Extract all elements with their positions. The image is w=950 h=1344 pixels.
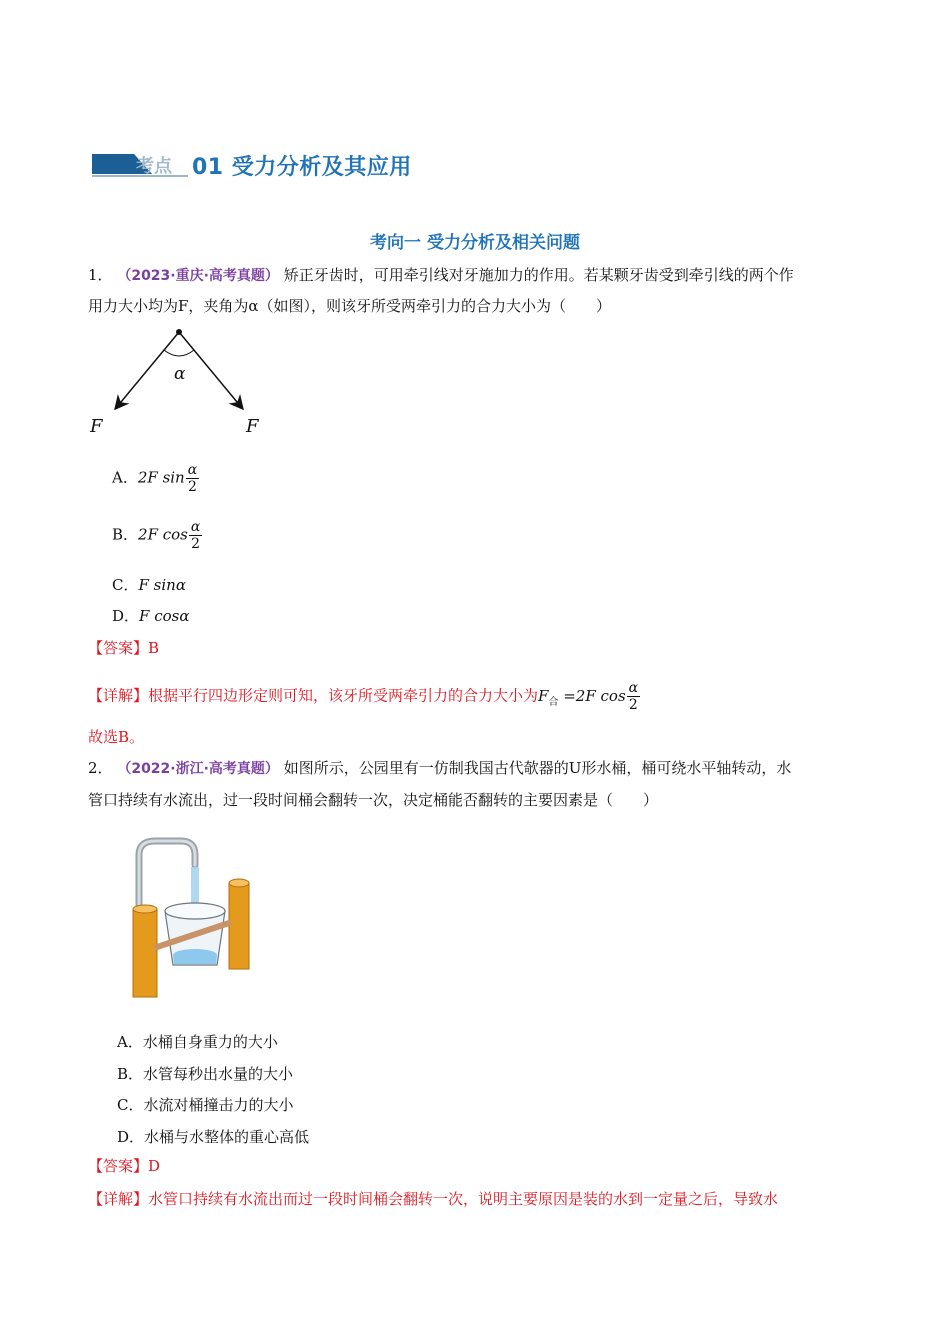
option-d[interactable]: D．F cosα [112, 607, 190, 625]
question-text: 矫正牙齿时，可用牵引线对牙施加力的作用。若某颗牙齿受到牵引线的两个作 [283, 266, 794, 284]
left-force-arrow [116, 332, 179, 408]
conclusion-1: 故选B。 [88, 728, 145, 746]
answer-1: 【答案】B [88, 639, 160, 657]
angle-label: α [174, 364, 186, 384]
option-b[interactable]: B．水管每秒出水量的大小 [117, 1065, 294, 1083]
question-1-line-2: 用力大小均为F，夹角为α（如图），则该牙所受两牵引力的合力大小为（ ） [88, 297, 612, 315]
left-force-label: F [90, 416, 103, 437]
water-bucket-illustration [125, 835, 260, 1000]
question-2-line-2: 管口持续有水流出，过一段时间桶会翻转一次，决定桶能否翻转的主要因素是（ ） [88, 791, 659, 809]
force-diagram [82, 322, 282, 440]
question-number: 1． [88, 266, 113, 284]
option-b[interactable]: B．2F cos $\frac{\alpha}{2}$ [112, 519, 201, 552]
question-number: 2． [88, 759, 113, 777]
answer-2: 【答案】D [88, 1157, 161, 1175]
question-source: （2022·浙江·高考真题） [117, 761, 279, 777]
question-source: （2023·重庆·高考真题） [117, 268, 279, 284]
option-d[interactable]: D．水桶与水整体的重心高低 [117, 1128, 310, 1146]
question-text: 如图所示，公园里有一仿制我国古代欹器的U形水桶，桶可绕水平轴转动，水 [283, 759, 792, 777]
option-a[interactable]: A．水桶自身重力的大小 [117, 1033, 278, 1051]
question-2-line-1 [88, 758, 791, 779]
angle-arc [164, 350, 194, 356]
right-force-label: F [246, 416, 259, 437]
section-badge [90, 148, 190, 184]
question-1-line-1 [88, 265, 794, 286]
subsection-title: 考向一 受力分析及相关问题 [370, 233, 580, 253]
option-a[interactable]: A．2F sin $\frac{\alpha}{2}$ [112, 462, 198, 495]
option-c[interactable]: C．F sinα [112, 576, 186, 594]
option-c[interactable]: C．水流对桶撞击力的大小 [117, 1096, 294, 1114]
right-force-arrow [179, 332, 242, 408]
section-badge-text: 考点 [136, 156, 172, 177]
section-title: 01 受力分析及其应用 [192, 155, 412, 180]
detail-2: 【详解】水管口持续有水流出而过一段时间桶会翻转一次，说明主要原因是装的水到一定量之后，导致水 [88, 1190, 779, 1208]
detail-1: 【详解】根据平行四边形定则可知，该牙所受两牵引力的合力大小为$F_合 =2F$ cos $\frac{\alpha}{2}$ [88, 680, 639, 713]
